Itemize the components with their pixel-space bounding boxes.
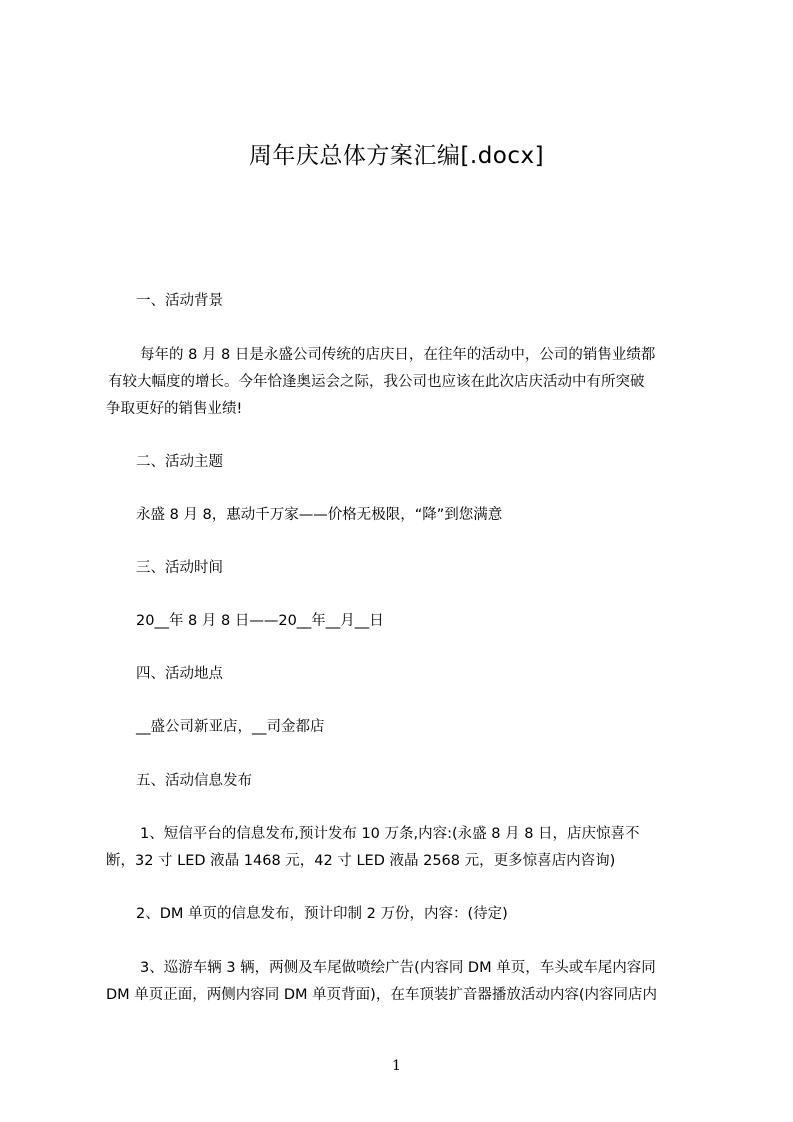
location-text: __盛公司新亚店，__司金都店 [136, 719, 325, 735]
section-heading-publicity: 五、活动信息发布 [136, 773, 252, 789]
document-title: 周年庆总体方案汇编[.docx] [248, 143, 545, 169]
section-heading-theme: 二、活动主题 [136, 454, 223, 470]
publicity-item-3-line: 3、巡游车辆 3 辆，两侧及车尾做喷绘广告(内容同 DM 单页，车头或车尾内容同 [140, 960, 656, 976]
publicity-item-3-line: DM 单页正面，两侧内容同 DM 单页背面)，在车顶装扩音器播放活动内容(内容同店内 [106, 987, 657, 1003]
section-heading-location: 四、活动地点 [136, 666, 223, 682]
paragraph-line: 每年的 8 月 8 日是永盛公司传统的店庆日，在往年的活动中，公司的销售业绩都 [140, 347, 656, 363]
paragraph-line: 争取更好的销售业绩! [106, 401, 243, 417]
page-number: 1 [392, 1058, 401, 1074]
theme-text: 永盛 8 月 8，惠动千万家——价格无极限，“降”到您满意 [136, 507, 503, 523]
time-text: 20__年 8 月 8 日——20__年__月__日 [136, 613, 384, 629]
section-heading-time: 三、活动时间 [136, 560, 223, 576]
publicity-item-2: 2、DM 单页的信息发布，预计印制 2 万份，内容：(待定) [136, 906, 508, 922]
section-heading-background: 一、活动背景 [136, 293, 223, 309]
paragraph-line: 有较大幅度的增长。今年恰逢奥运会之际，我公司也应该在此次店庆活动中有所突破 [108, 374, 645, 390]
publicity-item-1-line: 1、短信平台的信息发布,预计发布 10 万条,内容:(永盛 8 月 8 日，店庆惊喜不 [140, 826, 640, 842]
publicity-item-1-line: 断，32 寸 LED 液晶 1468 元，42 寸 LED 液晶 2568 元，更多惊喜店内咨询) [106, 853, 616, 869]
